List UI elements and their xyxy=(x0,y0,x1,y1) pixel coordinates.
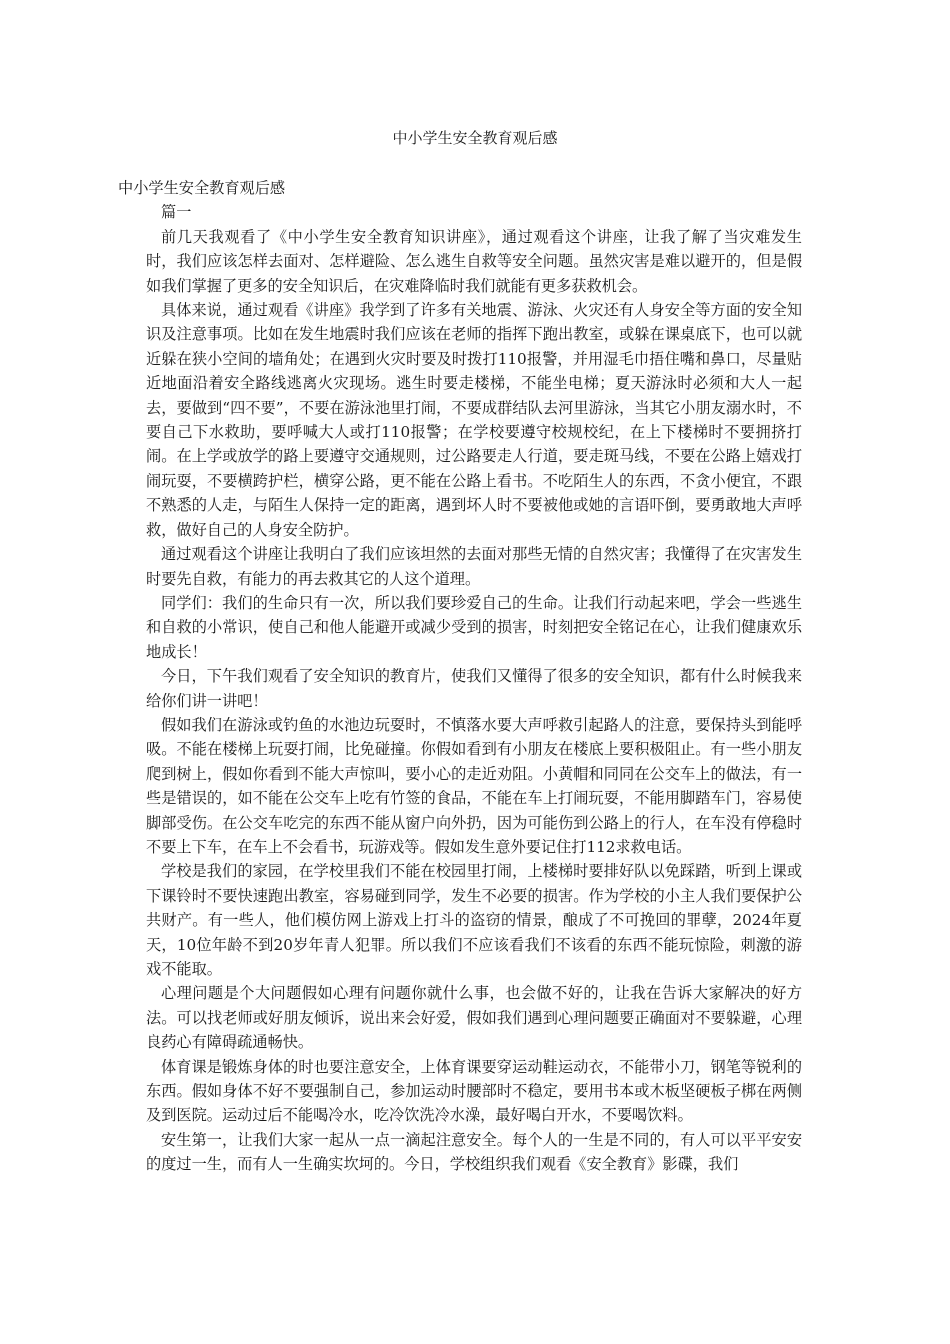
paragraph: 安生第一，让我们大家一起从一点一滴起注意安全。每个人的一生是不同的，有人可以平平安安的度过一生，而有人一生确实坎坷的。今日，学校组织我们观看《安全教育》影碟，我们 xyxy=(146,1130,802,1174)
paragraph: 前几天我观看了《中小学生安全教育知识讲座》，通过观看这个讲座，让我了解了当灾难发生时，我们应该怎样去面对、怎样避险、怎么逃生自救等安全问题。虽然灾害是难以避开的，但是假如我们掌握了更多的安全知识后，在灾难降临时我们就能有更多获救机会。 xyxy=(146,227,802,295)
paragraph: 同学们：我们的生命只有一次，所以我们要珍爱自己的生命。让我们行动起来吧，学会一些逃生和自救的小常识，使自己和他人能避开或减少受到的损害，时刻把安全铭记在心，让我们健康欢乐地成长！ xyxy=(146,593,802,661)
section-label: 篇一 xyxy=(161,203,192,222)
paragraph: 体育课是锻炼身体的时也要注意安全，上体育课要穿运动鞋运动衣，不能带小刀，钢笔等锐利的东西。假如身体不好不要强制自己，参加运动时腰部时不稳定，要用书本或木板坚硬板子梆在两侧及到医院。运动过后不能喝冷水，吃冷饮洗冷水澡，最好喝白开水，不要喝饮料。 xyxy=(146,1057,802,1125)
paragraph: 具体来说，通过观看《讲座》我学到了许多有关地震、游泳、火灾还有人身安全等方面的安全知识及注意事项。比如在发生地震时我们应该在老师的指挥下跑出教室，或躲在课桌底下，也可以就近躲在狭小空间的墙角处；在遇到火灾时要及时拨打110报警，并用湿毛巾捂住嘴和鼻口，尽量贴近地面沿着安全路线逃离火灾现场。逃生时要走楼梯，不能坐电梯；夏天游泳时必须和大人一起去，要做到“四不要”，不要在游泳池里打闹，不要成群结队去河里游泳，当其它小朋友溺水时，不要自己下水救助，要呼喊大人或打110报警；在学校要遵守校规校纪，在上下楼梯时不要拥挤打闹。在上学或放学的路上要遵守交通规则，过公路要走人行道，要走斑马线，不要在公路上嬉戏打闹玩耍，不要横跨护栏，横穿公路，更不能在公路上看书。不吃陌生人的东西，不贪小便宜，不跟不熟悉的人走，与陌生人保持一定的距离，遇到坏人时不要被他或她的言语吓倒，要勇敢地大声呼救，做好自己的人身安全防护。 xyxy=(146,301,802,539)
paragraph: 学校是我们的家园，在学校里我们不能在校园里打闹，上楼梯时要排好队以免踩踏，听到上课或下课铃时不要快速跑出教室，容易碰到同学，发生不必要的损害。作为学校的小主人我们要保护公共财产。有一些人，他们模仿网上游戏上打斗的盗窃的情景，酿成了不可挽回的罪孽，2024年夏天，10位年龄不到20岁年青人犯罪。所以我们不应该看我们不该看的东西不能玩惊险，刺激的游戏不能取。 xyxy=(146,862,802,978)
paragraph: 通过观看这个讲座让我明白了我们应该坦然的去面对那些无情的自然灾害；我懂得了在灾害发生时要先自救，有能力的再去救其它的人这个道理。 xyxy=(146,545,802,588)
document-body xyxy=(118,176,802,1177)
paragraph: 今日，下午我们观看了安全知识的教育片，使我们又懂得了很多的安全知识，都有什么时候我来给你们讲一讲吧！ xyxy=(146,667,802,710)
paragraph: 假如我们在游泳或钓鱼的水池边玩耍时，不慎落水要大声呼救引起路人的注意，要保持头到能呼吸。不能在楼梯上玩耍打闹，比免碰撞。你假如看到有小朋友在楼底上要积极阻止。有一些小朋友爬到树上，假如你看到不能大声惊叫，要小心的走近劝阻。小黄帽和同同在公交车上的做法，有一些是错误的，如不能在公交车上吃有竹签的食品，不能在车上打闹玩耍，不能用脚踏车门，容易使脚部受伤。在公交车吃完的东西不能从窗户向外扔，因为可能伤到公路上的行人，在车没有停稳时不要上下车，在车上不会看书，玩游戏等。假如发生意外要记住打112求救电话。 xyxy=(146,715,802,856)
document-title: 中小学生安全教育观后感 xyxy=(392,129,558,147)
paragraph: 心理问题是个大问题假如心理有问题你就什么事，也会做不好的，让我在告诉大家解决的好方法。可以找老师或好朋友倾诉，说出来会好爱，假如我们遇到心理问题要正确面对不要躲避，心理良药心有障碍疏通畅快。 xyxy=(146,984,802,1052)
document-subtitle: 中小学生安全教育观后感 xyxy=(118,179,286,197)
